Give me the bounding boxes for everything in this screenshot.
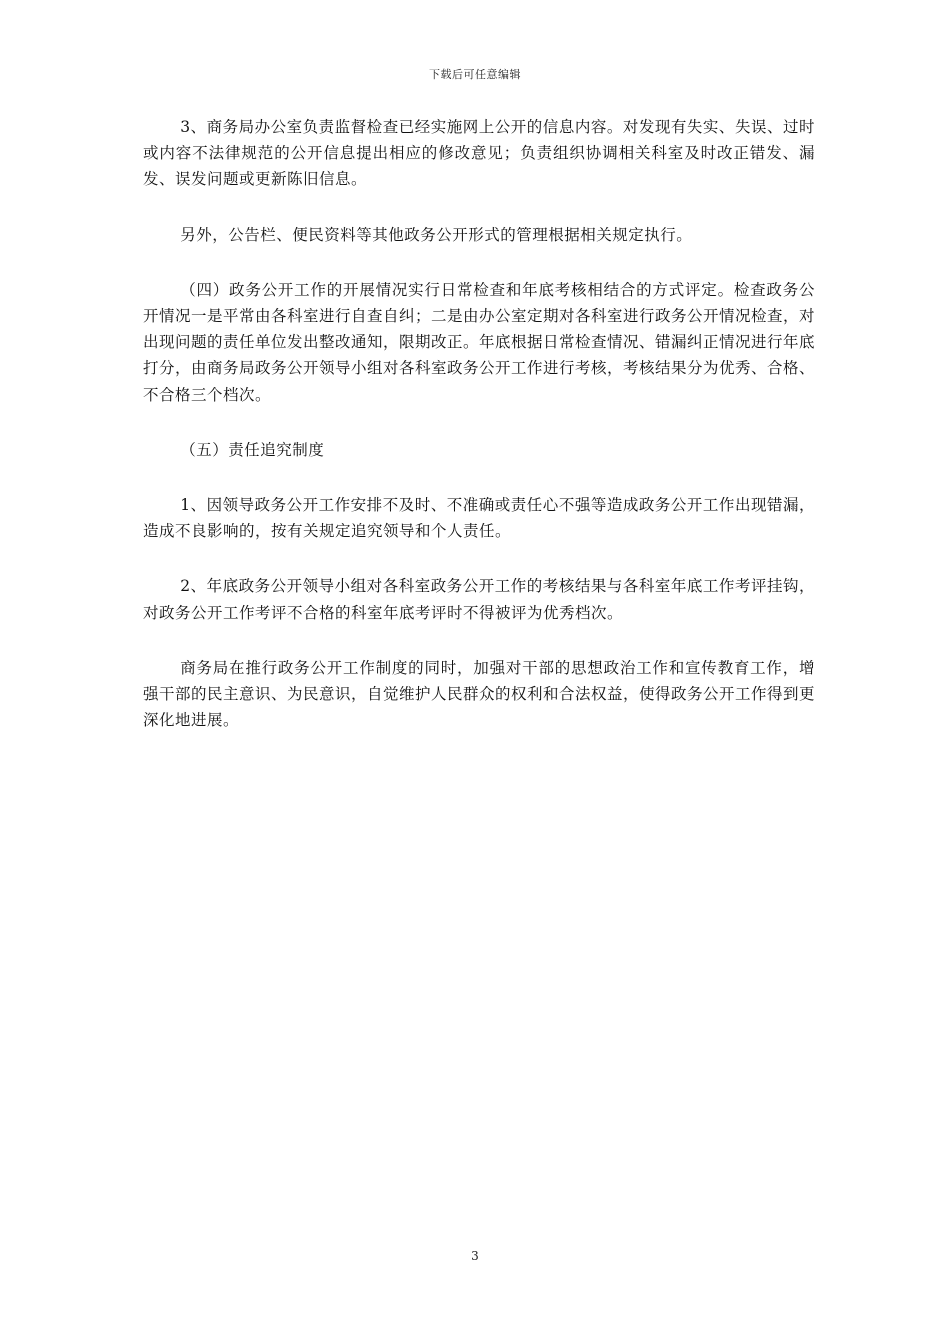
paragraph-accountability-1: 1、因领导政务公开工作安排不及时、不准确或责任心不强等造成政务公开工作出现错漏，造成不良影响的，按有关规定追究领导和个人责任。 (143, 496, 815, 541)
paragraph-section-4-evaluation: （四）政务公开工作的开展情况实行日常检查和年底考核相结合的方式评定。检查政务公开情况一是平常由各科室进行自查自纠；二是由办公室定期对各科室进行政务公开情况检查，对出现问题的责任单位发出整改通知，限期改正。年底根据日常检查情况、错漏纠正情况进行年底打分，由商务局政务公开领导小组对各科室政务公开工作进行考核，考核结果分为优秀、合格、不合格三个档次。 (143, 280, 816, 404)
paragraph-conclusion: 商务局在推行政务公开工作制度的同时，加强对干部的思想政治工作和宣传教育工作，增强干部的民主意识、为民意识，自觉维护人民群众的权利和合法权益，使得政务公开工作得到更深化地进展。 (143, 658, 816, 730)
document-body (143, 114, 815, 762)
paragraph-other-forms: 另外，公告栏、便民资料等其他政务公开形式的管理根据相关规定执行。 (180, 225, 693, 244)
page-header: 下载后可任意编辑 (429, 68, 521, 81)
page-number: 3 (471, 1249, 479, 1263)
paragraph-item-3-supervision: 3、商务局办公室负责监督检查已经实施网上公开的信息内容。对发现有失实、失误、过时或内容不法律规范的公开信息提出相应的修改意见；负责组织协调相关科室及时改正错发、漏发、误发问题或更新陈旧信息。 (143, 118, 815, 189)
paragraph-accountability-2: 2、年底政务公开领导小组对各科室政务公开工作的考核结果与各科室年底工作考评挂钩，对政务公开工作考评不合格的科室年底考评时不得被评为优秀档次。 (143, 577, 815, 622)
section-5-heading: （五）责任追究制度 (180, 440, 325, 459)
